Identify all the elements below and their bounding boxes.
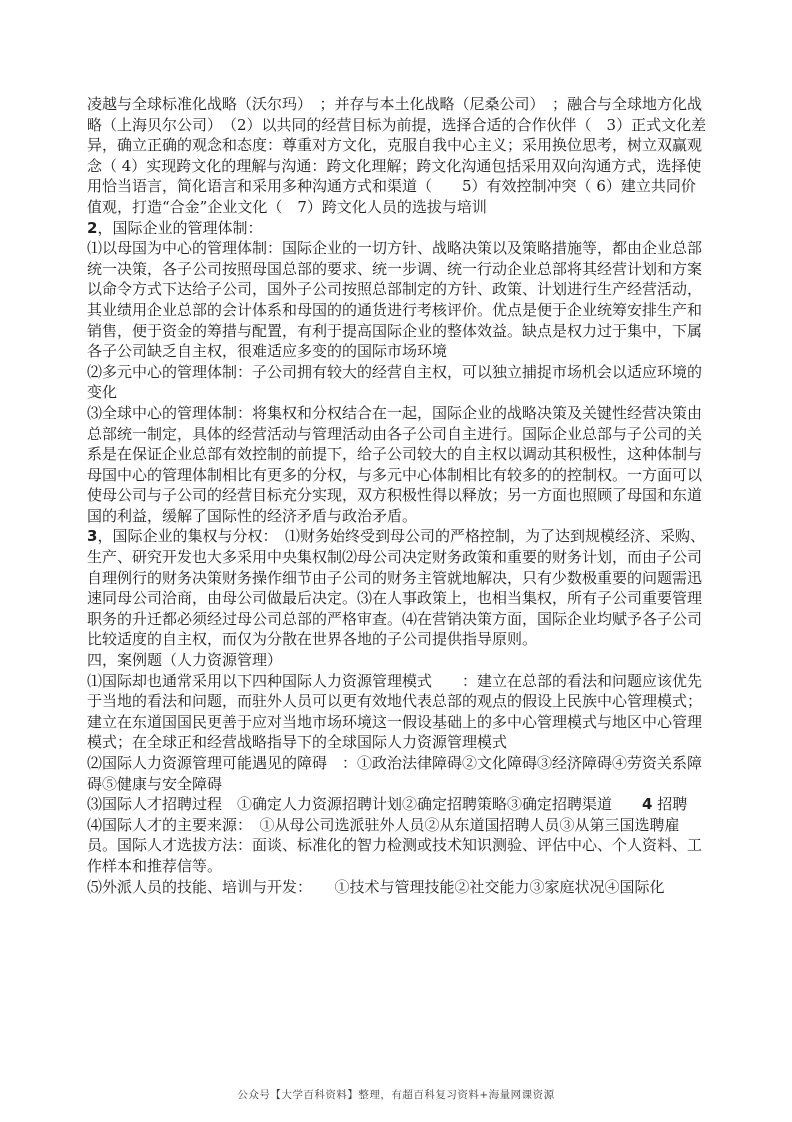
paragraph xyxy=(87,877,709,898)
text-run: ⑵多元中心的管理体制：子公司拥有较大的经营自主权，可以独立捕捉市场机会以适应环境的变化 xyxy=(87,362,703,402)
text-run: ⑶全球中心的管理体制：将集权和分权结合在一起，国际企业的战略决策及关键性经营决策由总部统一制定，具体的经营活动与管理活动由各子公司自主进行。国际企业总部与子公司的关系是在保证企业总部有效控制的前提下，给子公司较大的自主权以调动其积极性，这种体制与母国中心的管理体制相比有更多的分权，与多元中心体制相比有较多的的控制权。一方面可以使母公司与子公司的经营目标充分实现，双方积极性得以释放；另一方面也照顾了母国和东道国的利益，缓解了国际性的经济矛盾与政治矛盾。 xyxy=(87,403,703,525)
paragraph xyxy=(87,753,709,794)
text-run: ⑷国际人才的主要来源： ①从母公司选派驻外人员②从东道国招聘人员③从第三国选聘雇员。国际人才选拔方法：面谈、标准化的智力检测或技术知识测验、评估中心、个人资料、工作样本和推荐信等。 xyxy=(87,815,703,875)
paragraph xyxy=(87,238,709,362)
document-body xyxy=(87,94,709,897)
paragraph xyxy=(87,671,709,753)
text-run: ⑸外派人员的技能、培训与开发： ①技术与管理技能②社交能力③家庭状况④国际化 xyxy=(87,877,665,896)
text-run: ⑶国际人才招聘过程 ①确定人力资源招聘计划②确定招聘策略③确定招聘渠道 xyxy=(87,795,643,814)
paragraph xyxy=(87,794,709,815)
text-run: ⑴国际却也通常采用以下四种国际人力资源管理模式 ：建立在总部的看法和问题应该优先于当地的看法和问题，而驻外人员可以更有效地代表总部的观点的假设上民族中心管理模式；建立在东道国国民更善于应对当地市场环境这一假设基础上的多中心管理模式与地区中心管理模式；在全球正和经营战略指导下的全球国际人力资源管理模式 xyxy=(87,671,703,752)
bold-text-run: 3 xyxy=(87,527,98,546)
text-run: ，国际企业的集权与分权： ⑴财务始终受到母公司的严格控制，为了达到规模经济、采购、生产、研究开发也大多采用中央集权制⑵母公司决定财务政策和重要的财务计划，而由子公司自理例行的财务决策财务操作细节由子公司的财务主管就地解决，只有少数极重要的问题需迅速同母公司洽商，由母公司做最后决定。⑶在人事政策上，也相当集权，所有子公司重要管理职务的升迁都必须经过母公司总部的严格审查。⑷在营销决策方面，国际企业均赋予各子公司比较适度的自主权，而仅为分散在世界各地的子公司提供指导原则。 xyxy=(87,527,705,649)
paragraph xyxy=(87,815,709,877)
text-run: 凌越与全球标准化战略（沃尔玛） ；并存与本土化战略（尼桑公司） ；融合与全球地方化战略（上海贝尔公司） （2）以共同的经营目标为前提，选择合适的合作伙伴（ 3）正式文化差异，确立正确的观念和态度：尊重对方文化，克服自我中心主义；采用换位思考，树立双赢观念（ 4）实现跨文化的理解与沟通：跨文化理解；跨文化沟通包括采用双向沟通方式，选择使用恰当语言，简化语言和采用多种沟通方式和渠道（ 5）有效控制冲突（ 6）建立共同价值观，打造“合金”企业文化（ 7）跨文化人员的选拔与培训 xyxy=(87,95,707,216)
paragraph xyxy=(87,94,709,218)
text-run: ，国际企业的管理体制： xyxy=(97,218,263,237)
paragraph xyxy=(87,526,709,650)
page-footer: 公众号【大学百科资料】整理，有超百科复习资料+海量网课资源 xyxy=(237,1089,555,1101)
bold-text-run: 2 xyxy=(87,218,98,237)
text-run: 四，案例题（人力资源管理） xyxy=(87,651,283,670)
paragraph xyxy=(87,403,709,527)
text-run: ⑴以母国为中心的管理体制：国际企业的一切方针、战略决策以及策略措施等，都由企业总部统一决策，各子公司按照母国总部的要求、统一步调、统一行动企业总部将其经营计划和方案以命令方式下达给子公司，国外子公司按照总部制定的方针、政策、计划进行生产经营活动，其业绩用企业总部的会计体系和母国的的通货进行考核评价。优点是便于企业统筹安排生产和销售，便于资金的筹措与配置，有利于提高国际企业的整体效益。缺点是权力过于集中，下属各子公司缺乏自主权，很难适应多变的的国际市场环境 xyxy=(87,239,703,361)
bold-text-run: 4 xyxy=(642,795,653,814)
text-run: ⑵国际人力资源管理可能遇见的障碍 ：①政治法律障碍②文化障碍③经济障碍④劳资关系障碍⑤健康与安全障碍 xyxy=(87,754,703,793)
text-run: 招聘 xyxy=(652,795,688,814)
paragraph xyxy=(87,362,709,403)
paragraph xyxy=(87,650,709,671)
paragraph xyxy=(87,218,709,239)
